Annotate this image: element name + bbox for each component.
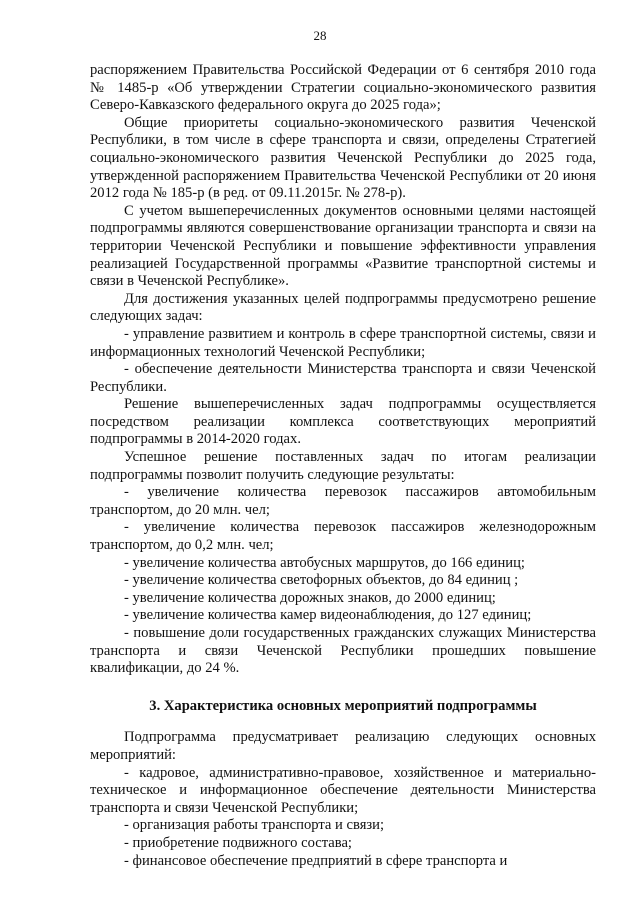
paragraph: Успешное решение поставленных задач по итогам реализации подпрограммы позволит получить следующие результаты:: [90, 449, 596, 483]
document-body: [90, 62, 596, 870]
paragraph: Общие приоритеты социально-экономического развития Чеченской Республики, в том числе в сфере транспорта и связи, определены Стратегией социально-экономического развития Чеченской Республики до 2025 года, утвержденной распоряжением Правительства Чеченской Республики от 20 июня 2012 года № 185-р (в ред. от 09.11.2015г. № 278-р).: [90, 114, 596, 202]
page-number: 28: [313, 28, 327, 43]
paragraph: - увеличение количества автобусных маршрутов, до 166 единиц;: [124, 554, 525, 571]
paragraph: Для достижения указанных целей подпрограммы предусмотрено решение следующих задач:: [90, 290, 596, 325]
paragraph: - повышение доли государственных гражданских служащих Министерства транспорта и связи Чеченской Республики прошедших повышение квалификации, до 24 %.: [90, 625, 596, 677]
paragraph: - кадровое, административно-правовое, хозяйственное и материально-техническое и информационное обеспечение деятельности Министерства транспорта и связи Чеченской Республики;: [90, 764, 596, 816]
section-heading: 3. Характеристика основных мероприятий подпрограммы: [149, 697, 537, 714]
paragraph: - приобретение подвижного состава;: [124, 834, 352, 851]
paragraph: - увеличение количества светофорных объектов, до 84 единиц ;: [124, 572, 519, 589]
paragraph: Решение вышеперечисленных задач подпрограммы осуществляется посредством реализации комплекса соответствующих мероприятий подпрограммы в 2014-2020 годах.: [90, 396, 596, 448]
paragraph: - увеличение количества перевозок пассажиров железнодорожным транспортом, до 0,2 млн. чел;: [90, 519, 596, 554]
paragraph: - финансовое обеспечение предприятий в сфере транспорта и: [124, 852, 508, 869]
paragraph: - увеличение количества камер видеонаблюдения, до 127 единиц;: [124, 607, 532, 624]
paragraph: - увеличение количества дорожных знаков, до 2000 единиц;: [124, 589, 496, 606]
paragraph: - управление развитием и контроль в сфере транспортной системы, связи и информационных технологий Чеченской Республики;: [90, 325, 596, 360]
paragraph: распоряжением Правительства Российской Федерации от 6 сентября 2010 года № 1485-р «Об утверждении Стратегии социально-экономического развития Северо-Кавказского федерального округа до 2025 года»;: [90, 62, 596, 114]
paragraph: Подпрограмма предусматривает реализацию следующих основных мероприятий:: [90, 729, 596, 763]
paragraph: С учетом вышеперечисленных документов основными целями настоящей подпрограммы являются совершенствование организации транспорта и связи на территории Чеченской Республики и повышение эффективности управления реализацией Государственной программы «Развитие транспортной системы и связи в Чеченской Республике».: [90, 202, 596, 290]
paragraph: - организация работы транспорта и связи;: [124, 817, 385, 834]
paragraph: - обеспечение деятельности Министерства транспорта и связи Чеченской Республики.: [90, 361, 596, 395]
paragraph: - увеличение количества перевозок пассажиров автомобильным транспортом, до 20 млн. чел;: [90, 484, 596, 518]
